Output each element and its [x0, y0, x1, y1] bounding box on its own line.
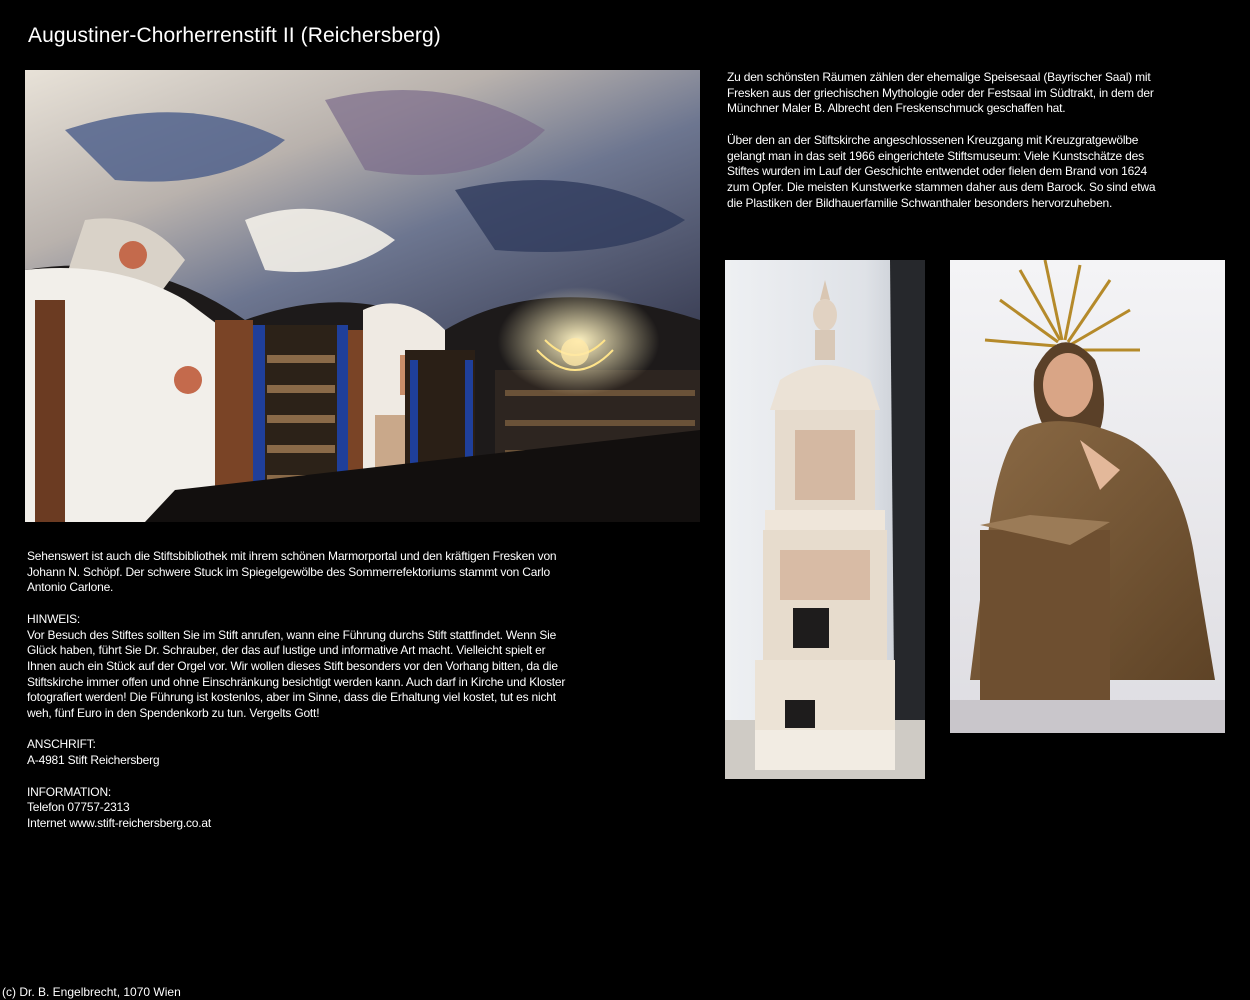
library-photo	[25, 70, 700, 522]
internet-value: Internet www.stift-reichersberg.co.at	[27, 815, 212, 830]
information-label: INFORMATION:	[27, 784, 112, 799]
hinweis-label: HINWEIS:	[27, 611, 81, 626]
telefon-value: Telefon 07757-2313	[27, 800, 130, 815]
anschrift-label: ANSCHRIFT:	[27, 737, 96, 752]
left-text-block	[27, 549, 567, 832]
tiled-stove-photo	[725, 260, 925, 779]
stiftsbibliothek-paragraph: Sehenswert ist auch die Stiftsbibliothek mit ihrem schönen Marmorportal und den kräftigen Fresken von Johann N. Schöpf. Der schwere Stuck im Spiegelgewölbe des Sommerrefektoriums stammt von Carlo Antonio Carlone.	[27, 549, 557, 595]
madonna-statue-photo	[950, 260, 1225, 733]
speisesaal-paragraph: Zu den schönsten Räumen zählen der ehemalige Speisesaal (Bayrischer Saal) mit Fresken aus der griechischen Mythologie oder der Festsaal im Südtrakt, in dem der Münchner Maler B. Albrecht den Freskenschmuck geschaffen hat.	[727, 70, 1154, 116]
copyright-footer: (c) Dr. B. Engelbrecht, 1070 Wien	[2, 985, 181, 999]
page-title: Augustiner-Chorherrenstift II (Reichersberg)	[28, 24, 441, 47]
anschrift-value: A-4981 Stift Reichersberg	[27, 753, 160, 768]
hinweis-paragraph: Vor Besuch des Stiftes sollten Sie im Stift anrufen, wann eine Führung durchs Stift stattfindet. Wenn Sie Glück haben, führt Sie Dr. Schrauber, der das auf lustige und informative Art macht. Vielleicht spielt er Ihnen auch ein Stück auf der Orgel vor. Wir wollen dieses Stift besonders vor den Vorhang bitten, da die Stiftskirche immer offen und ohne Einschränkung besichtigt werden kann. Auch darf in Kirche und Kloster fotografiert werden! Die Führung ist kostenlos, aber im Sinne, dass die Erhaltung viel kostet, tut es nicht weh, fünf Euro in den Spendenkorb zu tun. Vergelts Gott!	[27, 627, 566, 721]
right-text-block	[727, 70, 1167, 227]
stiftsmuseum-paragraph: Über den an der Stiftskirche angeschlossenen Kreuzgang mit Kreuzgratgewölbe gelangt man in das seit 1966 eingerichtete Stiftsmuseum: Viele Kunstschätze des Stiftes wurden im Lauf der Geschichte entwendet oder fielen dem Brand von 1624 zum Opfer. Die meisten Kunstwerke stammen daher aus dem Barock. So sind etwa die Plastiken der Bildhauerfamilie Schwanthaler besonders hervorzuheben.	[727, 132, 1156, 210]
